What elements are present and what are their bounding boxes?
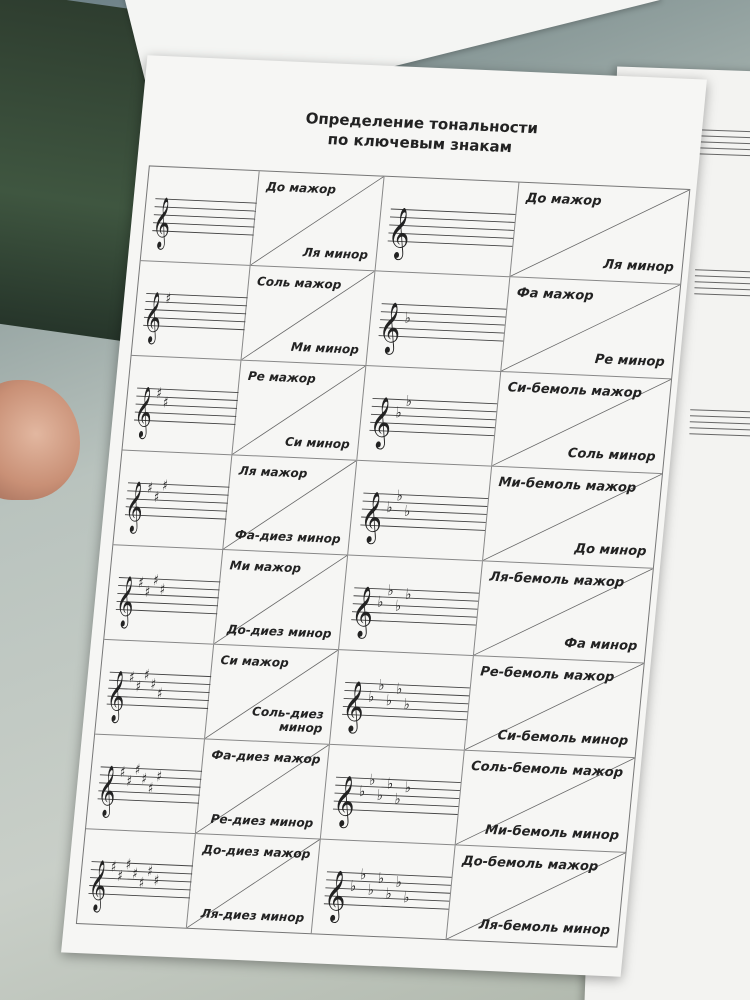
minor-key-label: Фа минор [563,636,638,655]
flat-icon: ♭ [403,502,412,521]
minor-key-label: Ми минор [290,339,360,357]
major-key-label: Си-бемоль мажор [506,380,643,402]
sharp-icon: ♯ [116,867,124,886]
sharp-icon: ♯ [164,290,172,309]
sharp-key-names-cell [251,171,385,270]
sharp-key-staff [129,370,242,444]
treble-clef-icon: 𝄞 [141,290,164,343]
flat-key-staff [328,759,466,835]
flat-signature-cell [376,177,520,277]
flat-key-staff [337,664,475,740]
title-line-2: по ключевым знакам [326,130,513,157]
sharp-icon: ♯ [138,874,145,893]
treble-clef-icon: 𝄞 [386,207,413,259]
flat-icon: ♭ [395,680,404,699]
flat-key-names-cell [465,656,644,757]
major-key-label: Ми-бемоль мажор [497,474,637,496]
flat-key-staff [364,380,502,456]
minor-key-label: До-диез минор [226,622,333,641]
sharp-icon: ♯ [125,856,132,874]
sharp-icon: ♯ [140,770,148,789]
flat-icon: ♭ [384,885,393,904]
major-key-label: Ми мажор [229,558,302,576]
sharp-key-names-cell [242,266,376,365]
sharp-signature-cell [77,829,196,927]
title-line-1: Определение тональности [304,109,539,138]
treble-clef-icon: 𝄞 [150,195,174,248]
flat-icon: ♭ [367,881,375,900]
minor-key-label: Фа-диез минор [234,527,342,547]
flat-icon: ♭ [394,597,402,616]
treble-clef-icon: 𝄞 [358,491,385,543]
flat-key-names-cell [447,845,626,946]
flat-key-staff [346,570,484,646]
sharp-key-names-cell [223,455,357,554]
sharp-key-names-cell [187,834,321,933]
treble-clef-icon: 𝄞 [331,775,358,827]
minor-key-label: Ре минор [594,352,666,371]
minor-key-label: Ля минор [602,257,675,276]
sharp-key-names-cell [205,645,339,744]
flat-key-names-cell [510,183,689,284]
sharp-key-staff [139,275,252,349]
sharp-icon: ♯ [125,773,133,791]
sharp-key-staff [120,465,233,539]
flat-icon: ♭ [349,877,357,896]
flat-icon: ♭ [404,779,412,797]
flat-key-names-cell [492,372,671,473]
sharp-key-names-cell [196,739,330,838]
flat-icon: ♭ [402,889,411,907]
flat-icon: ♭ [358,783,366,801]
major-key-label: Соль мажор [256,274,343,292]
flat-signature-cell [339,555,483,655]
sharp-key-staff [84,844,197,918]
major-key-label: До мажор [525,190,603,210]
major-key-label: Ля мажор [238,463,309,481]
flat-icon: ♭ [404,585,413,604]
flat-icon: ♭ [385,692,393,710]
sharp-icon: ♯ [143,666,150,685]
treble-clef-icon: 𝄞 [96,763,119,817]
worksheet-page [61,55,707,977]
sharp-icon: ♯ [162,394,169,413]
sharp-icon: ♯ [134,761,141,780]
sharp-key-staff [111,559,224,633]
sharp-signature-cell [104,545,223,643]
major-key-label: Соль-бемоль мажор [470,759,624,781]
sharp-signature-cell [86,735,205,833]
flat-icon: ♭ [377,870,385,888]
minor-key-label: Ми-бемоль минор [484,822,620,844]
flat-key-staff [373,286,511,362]
flat-icon: ♭ [394,790,402,809]
flat-signature-cell [330,650,474,750]
flat-key-staff [319,854,457,930]
flat-icon: ♭ [386,775,394,793]
minor-key-label: Соль минор [567,445,657,465]
flat-icon: ♭ [368,771,377,790]
sharp-signature-cell [132,261,251,359]
major-key-label: До-бемоль мажор [461,853,599,875]
flat-key-names-cell [501,277,680,378]
sharp-icon: ♯ [110,858,117,877]
treble-clef-icon: 𝄞 [123,479,146,532]
major-key-label: Ре-бемоль мажор [479,664,615,686]
flat-icon: ♭ [385,499,394,517]
flat-icon: ♭ [394,404,403,423]
flat-signature-cell [312,840,456,940]
sharp-icon: ♯ [134,678,142,697]
flat-signature-cell [321,745,465,845]
sharp-icon: ♯ [147,780,154,798]
sharp-icon: ♯ [144,583,151,602]
holding-hand [0,380,80,500]
treble-clef-icon: 𝄞 [376,302,404,354]
sharp-icon: ♯ [156,685,163,704]
treble-clef-icon: 𝄞 [340,681,367,733]
flat-icon: ♭ [405,392,413,411]
page-title [139,101,702,165]
key-signature-table [76,165,691,947]
flat-signature-cell [366,271,510,371]
flat-icon: ♭ [367,688,376,707]
minor-key-label: Ля-диез минор [200,906,305,925]
sharp-icon: ♯ [153,872,160,891]
flat-key-names-cell [483,467,662,568]
flat-signature-cell [357,366,501,466]
sharp-signature-cell [95,640,214,738]
flat-icon: ♭ [359,866,368,884]
sharp-icon: ♯ [146,863,154,881]
major-key-label: Ля-бемоль мажор [488,569,625,591]
adjacent-staff [694,269,750,302]
minor-key-label: Си минор [284,434,351,452]
sharp-icon: ♯ [146,479,154,498]
flat-signature-cell [348,461,492,561]
flat-icon: ♭ [386,582,395,600]
sharp-icon: ♯ [128,669,136,687]
major-key-label: Ре мажор [247,368,317,386]
minor-key-label: Соль-диез минор [251,704,325,736]
treble-clef-icon: 𝄞 [114,574,137,627]
adjacent-staff [699,129,750,162]
sharp-key-staff [93,749,206,823]
flat-icon: ♭ [404,309,412,328]
sharp-icon: ♯ [131,865,139,884]
treble-clef-icon: 𝄞 [349,586,376,638]
minor-key-label: Ре-диез минор [210,811,314,831]
sharp-icon: ♯ [152,572,160,590]
major-key-label: Фа-диез мажор [210,747,322,767]
sharp-icon: ♯ [155,385,163,403]
sharp-icon: ♯ [119,763,126,782]
minor-key-label: Ля-бемоль минор [478,917,611,939]
flat-key-staff [355,475,493,551]
flat-icon: ♭ [377,676,386,695]
flat-key-staff [382,191,520,267]
treble-clef-icon: 𝄞 [105,669,128,722]
minor-key-label: Ля минор [302,245,369,263]
flat-key-names-cell [456,751,635,852]
sharp-icon: ♯ [159,581,166,600]
adjacent-staff [689,409,750,442]
treble-clef-icon: 𝄞 [86,858,110,911]
sharp-key-names-cell [232,361,366,460]
sharp-icon: ♯ [153,489,160,507]
flat-icon: ♭ [376,593,385,612]
sharp-signature-cell [113,451,232,549]
treble-clef-icon: 𝄞 [132,384,155,438]
sharp-icon: ♯ [155,768,163,787]
sharp-key-staff [148,181,261,255]
sharp-icon: ♯ [149,676,157,694]
sharp-icon: ♯ [137,574,145,593]
flat-icon: ♭ [396,487,404,506]
flat-icon: ♭ [376,786,384,805]
major-key-label: До мажор [265,179,337,197]
major-key-label: Си мажор [219,653,290,670]
sharp-key-staff [102,654,215,728]
sharp-signature-cell [141,166,260,264]
minor-key-label: Си-бемоль минор [496,728,629,749]
major-key-label: До-диез мажор [201,842,311,862]
sharp-signature-cell [123,356,242,454]
minor-key-label: До минор [573,541,648,560]
treble-clef-icon: 𝄞 [367,397,394,449]
flat-key-names-cell [474,561,653,662]
flat-icon: ♭ [403,695,411,714]
sharp-key-names-cell [214,550,348,649]
treble-clef-icon: 𝄞 [322,870,349,922]
flat-icon: ♭ [395,873,403,892]
major-key-label: Фа мажор [516,285,595,304]
sharp-icon: ♯ [161,477,169,496]
